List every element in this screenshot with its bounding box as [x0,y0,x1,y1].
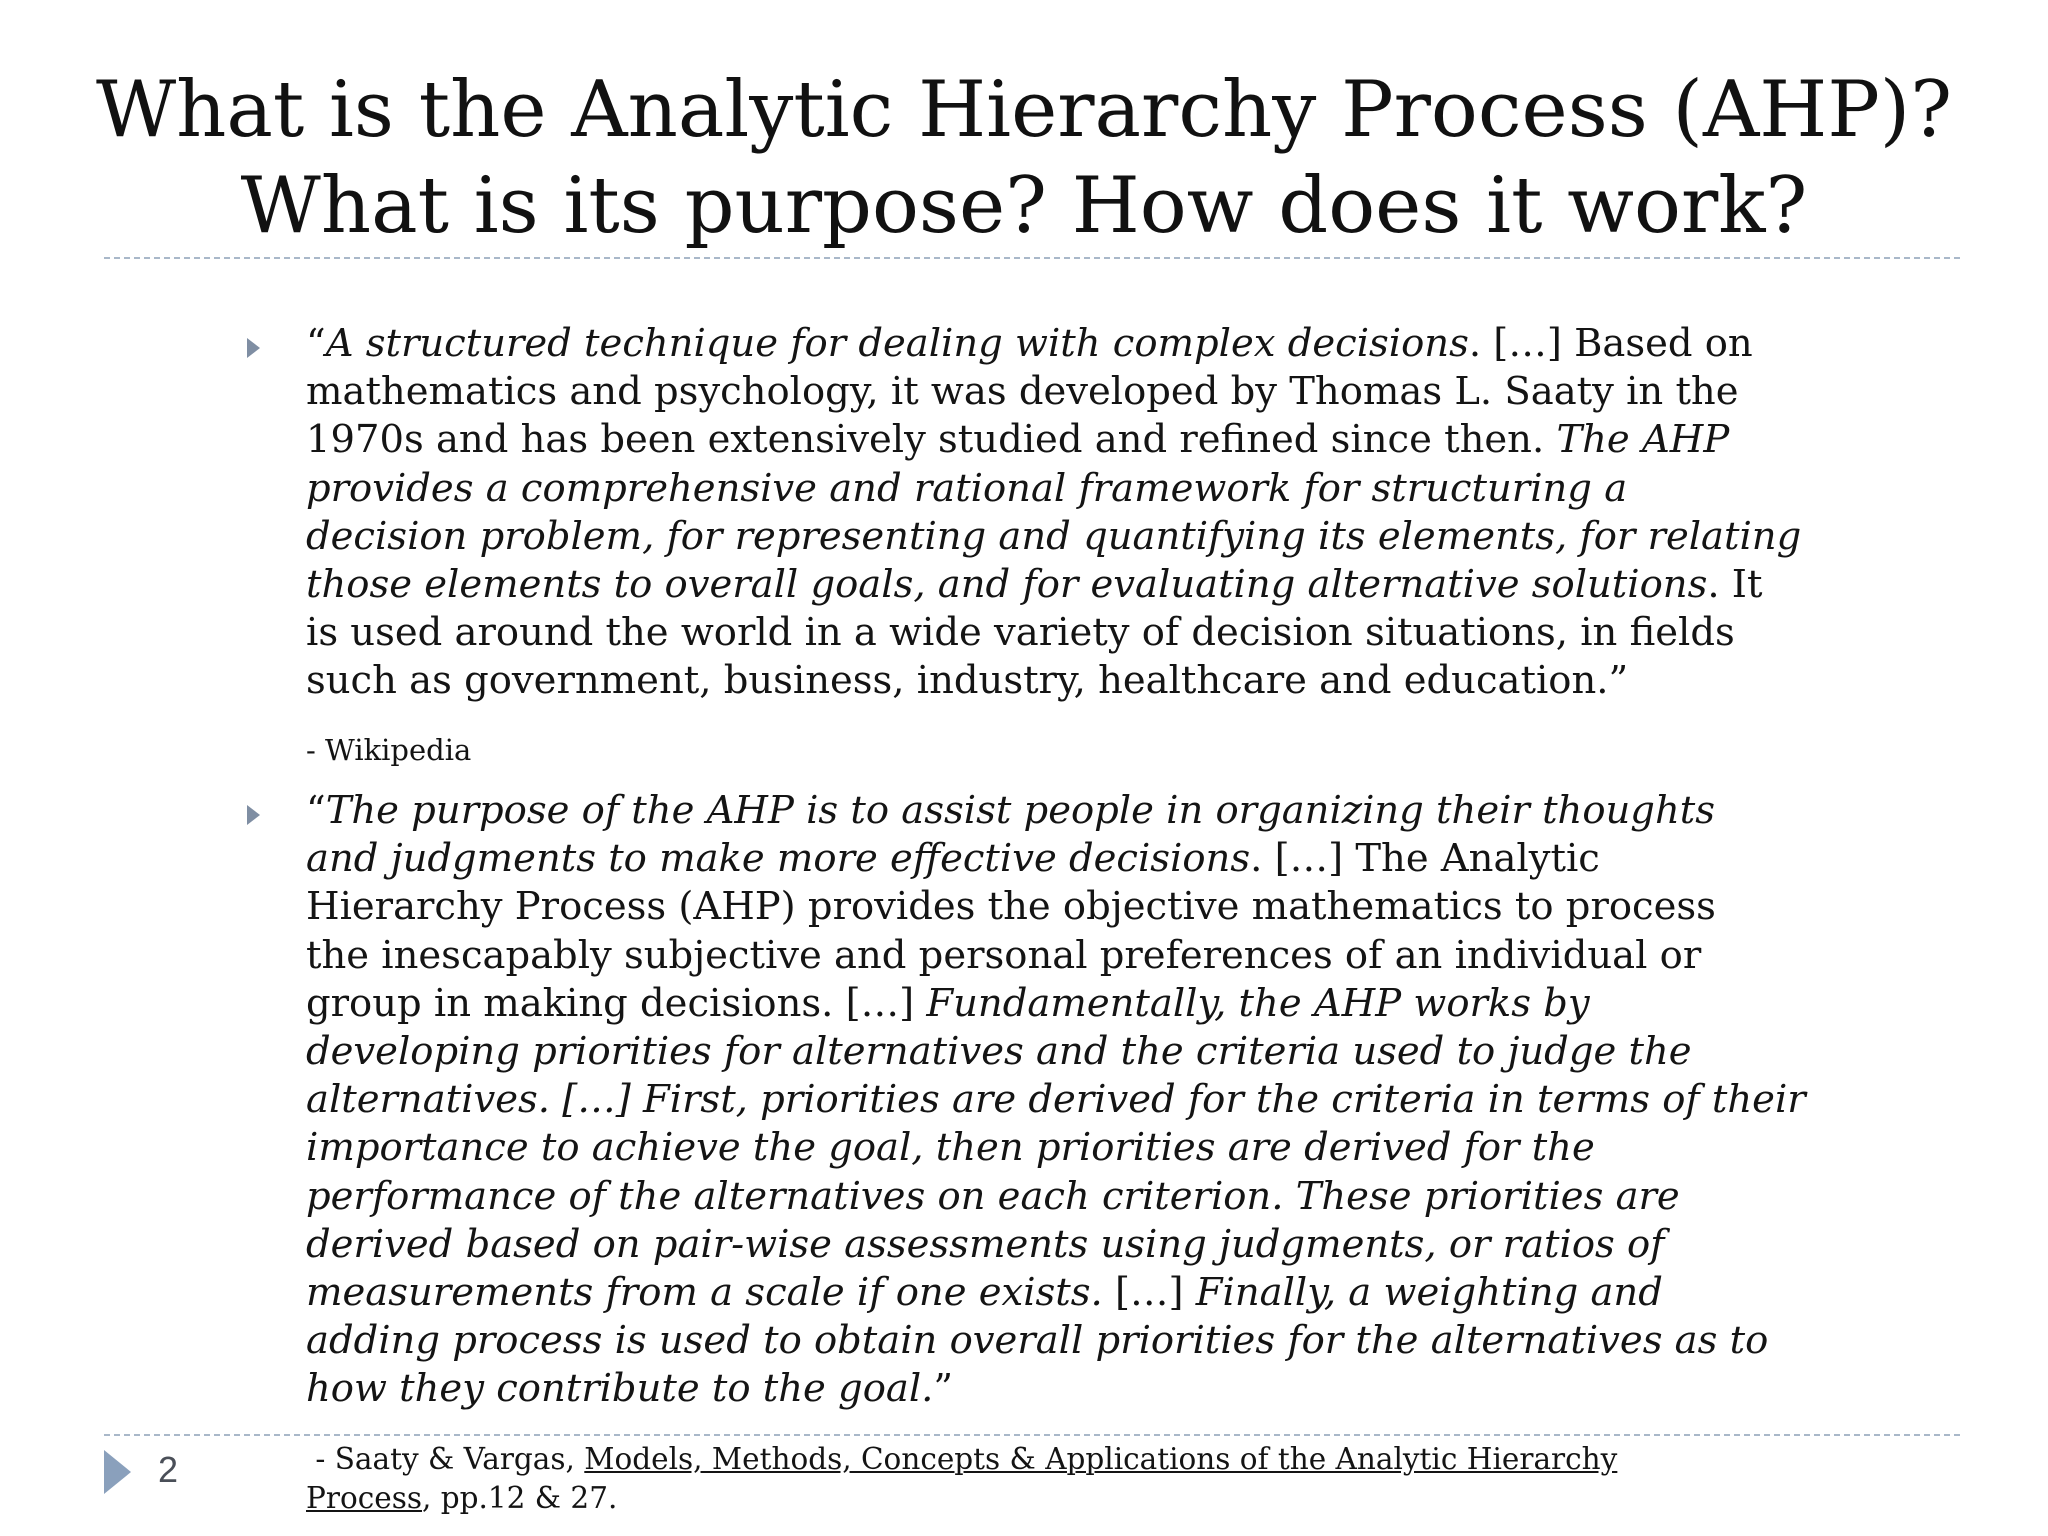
wikipedia-quote: “A structured technique for dealing with complex decisions. […] Based on mathematics and psychology, it was developed by Thomas L. Saaty in the 1970s and has been extensively studied and refined since then. The AHP provides a comprehensive and rational framework for structuring a decision problem, for representing and quantifying its elements, for relating those elements to overall goals, and for evaluating alternative solutions. It is used around the world in a wide variety of decision situations, in fields such as government, business, industry, healthcare and education.” [306,321,1802,704]
saaty-source-citation: - Saaty & Vargas, Models, Methods, Concepts & Applications of the Analytic Hierarchy Process, pp.12 & 27. [306,1442,1618,1515]
book-title: Models, Methods, Concepts & Applications of the Analytic Hierarchy [584,1442,1618,1476]
slide-title-line-1: What is the Analytic Hierarchy Process (AHP)? [95,65,1953,155]
slide-title-line-2: What is its purpose? How does it work? [240,161,1808,251]
footer-divider [104,1434,1960,1436]
title-divider [104,257,1960,259]
slide-number: 2 [158,1449,179,1490]
bullet-arrow-icon [247,338,260,358]
slide-number-arrow-icon [104,1450,131,1494]
bullet-arrow-icon [247,805,260,825]
saaty-quote: “The purpose of the AHP is to assist people in organizing their thoughts and judgments to make more effective decisions. […] The Analytic Hierarchy Process (AHP) provides the objective mathematics to process the inescapably subjective and personal preferences of an individual or group in making decisions. […] Fundamentally, the AHP works by developing priorities for alternatives and the criteria used to judge the alternatives. […] First, priorities are derived for the criteria in terms of their importance to achieve the goal, then priorities are derived for the performance of the alternatives on each criterion. These priorities are derived based on pair-wise assessments using judgments, or ratios of measurements from a scale if one exists. […] Finally, a weighting and adding process is used to obtain overall priorities for the alternatives as to how they contribute to the goal.” [306,788,1806,1412]
wikipedia-attribution: - Wikipedia [306,733,472,767]
slide-title [0,62,2048,254]
book-title-cont: Process [306,1481,422,1515]
